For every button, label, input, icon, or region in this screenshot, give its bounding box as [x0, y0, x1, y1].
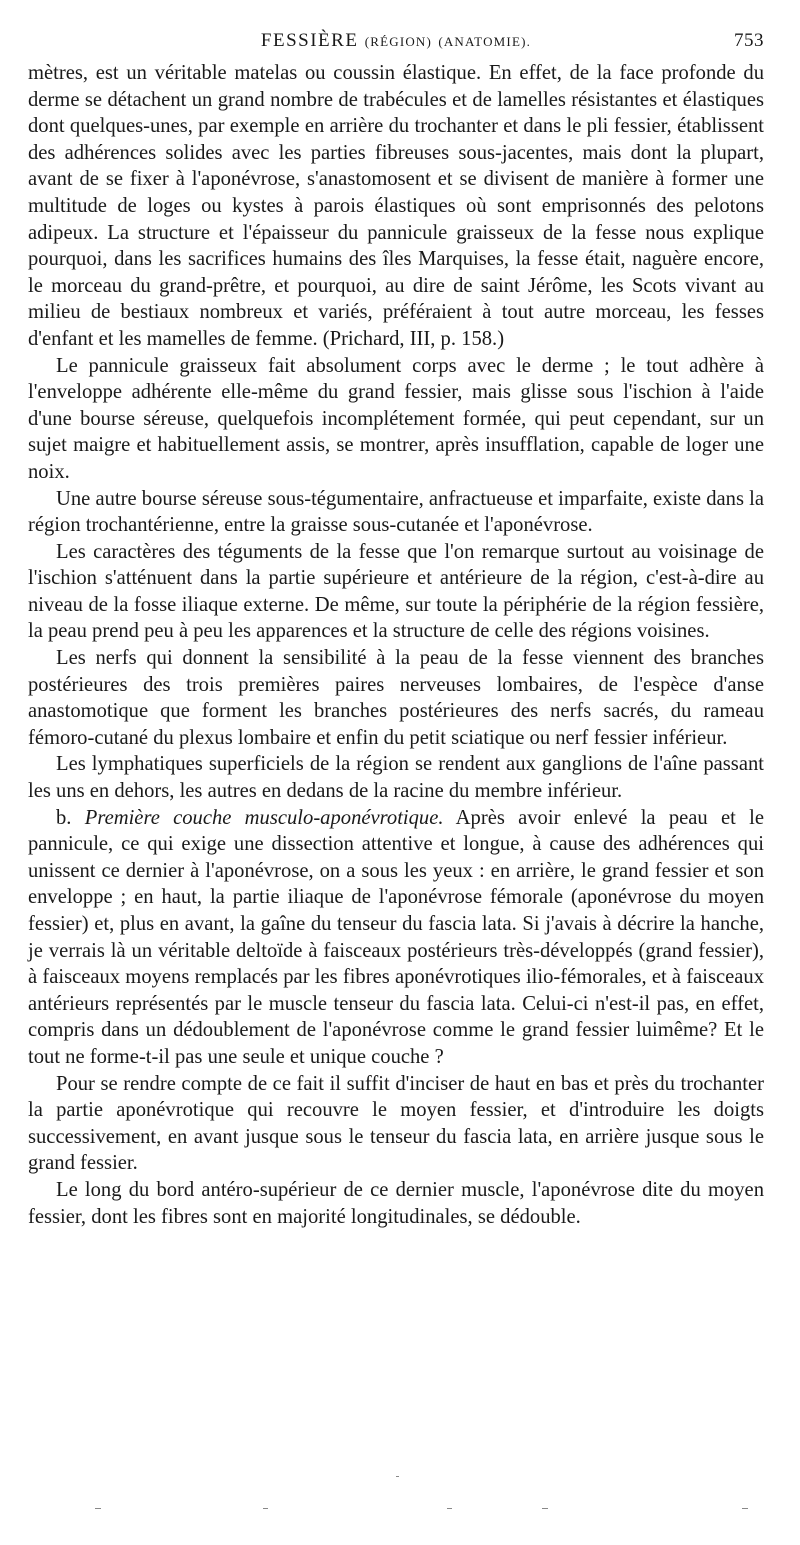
paragraph-bord: Le long du bord antéro-supérieur de ce dernier muscle, l'aponévrose dite du moyen fessier, dont les fibres sont en majorité longitudinales, se dédouble.	[28, 1178, 764, 1228]
section-heading: Première couche musculo-aponévrotique.	[84, 806, 444, 829]
scan-speck	[447, 1508, 452, 1509]
scan-speck	[95, 1508, 101, 1509]
body-text	[28, 60, 764, 1230]
paragraph-inciser: Pour se rendre compte de ce fait il suffit d'inciser de haut en bas et près du trochanter la partie aponévrotique qui recouvre le moyen fessier, et d'introduire les doigts successivement, en avant jusque sous le tenseur du fascia lata, en arrière jusque sous le grand fessier.	[28, 1072, 764, 1175]
scan-speck	[742, 1508, 748, 1509]
paragraph-lymphatiques: Les lymphatiques superficiels de la région se rendent aux ganglions de l'aîne passant les uns en dehors, les autres en dedans de la racine du membre inférieur.	[28, 753, 764, 803]
title-region: (RÉGION)	[364, 34, 433, 49]
paragraph-bourse: Une autre bourse séreuse sous-tégumentaire, anfractueuse et imparfaite, existe dans la région trochantérienne, entre la graisse sous-cutanée et l'aponévrose.	[28, 487, 764, 537]
title-anatomie: (ANATOMIE).	[438, 34, 532, 49]
scan-speck	[542, 1508, 548, 1509]
running-header	[28, 28, 764, 60]
paragraph-nerfs: Les nerfs qui donnent la sensibilité à la peau de la fesse viennent des branches postérieures des trois premières paires nerveuses lombaires, de l'espèce d'anse anastomotique que forment les branches postérieures des nerfs sacrés, du rameau fémoro-cutané du plexus lombaire et enfin du petit sciatique ou nerf fessier inférieur.	[28, 647, 764, 749]
paragraph-premiere-couche	[28, 805, 764, 1071]
title-main: FESSIÈRE	[260, 30, 359, 51]
document-page	[28, 28, 764, 1230]
scan-speck	[396, 1476, 399, 1477]
scan-speck	[263, 1508, 268, 1509]
running-title	[28, 30, 764, 52]
section-text: Après avoir enlevé la peau et le pannicule, ce qui exige une dissection attentive et longue, à cause des adhérences qui unissent ce dernier à l'aponévrose, on a sous les yeux : en arrière, le grand fessier et son enveloppe ; en haut, la partie iliaque de l'aponévrose fémorale (aponévrose du moyen fessier) et, plus en avant, la gaîne du tenseur du fascia lata. Si j'avais à décrire la hanche, je verrais là un véritable deltoïde à faisceaux postérieurs très-développés (grand fessier), à faisceaux moyens remplacés par les fibres aponévrotiques ilio-fémorales, et à faisceaux antérieurs représentés par le muscle tenseur du fascia lata. Celui-ci n'est-il pas, en effet, compris dans un dédoublement de l'aponévrose comme le grand fessier luimême? Et le tout ne forme-t-il pas une seule et unique couche ?	[28, 806, 764, 1068]
paragraph-continuation: mètres, est un véritable matelas ou coussin élastique. En effet, de la face profonde du derme se détachent un grand nombre de trabécules et de lamelles résistantes et élastiques dont quelques-unes, par exemple en arrière du trochanter et dans le pli fessier, établissent des adhérences solides avec les parties fibreuses sous-jacentes, mais dont la plupart, avant de se fixer à l'aponévrose, s'anastomosent et se divisent de manière à former une multitude de loges ou kystes à parois élastiques où sont emprisonnés des pelotons adipeux. La structure et l'épaisseur du pannicule graisseux de la fesse nous explique pourquoi, dans les sacrifices humains des îles Marquises, la fesse était, naguère encore, le morceau du grand-prêtre, et pourquoi, au dire de saint Jérôme, les Scots vivant au milieu de bestiaux nombreux et variés, préféraient à tout autre morceau, les fesses d'enfant et les mamelles de femme. (Prichard, III, p. 158.)	[28, 62, 764, 350]
paragraph-pannicule: Le pannicule graisseux fait absolument corps avec le derme ; le tout adhère à l'enveloppe adhérente elle-même du grand fessier, mais glisse sous l'ischion à l'aide d'une bourse séreuse, quelquefois incomplétement formée, qui peut cependant, sur un sujet maigre et habituellement assis, se montrer, après insufflation, capable de loger une noix.	[28, 354, 764, 483]
paragraph-teguments: Les caractères des téguments de la fesse que l'on remarque surtout au voisinage de l'ischion s'atténuent dans la partie supérieure et antérieure de la région, c'est-à-dire au niveau de la fosse iliaque externe. De même, sur toute la périphérie de la région fessière, la peau prend peu à peu les apparences et la structure de celle des régions voisines.	[28, 540, 764, 643]
page-number: 753	[734, 30, 764, 51]
section-label: b.	[56, 806, 72, 829]
